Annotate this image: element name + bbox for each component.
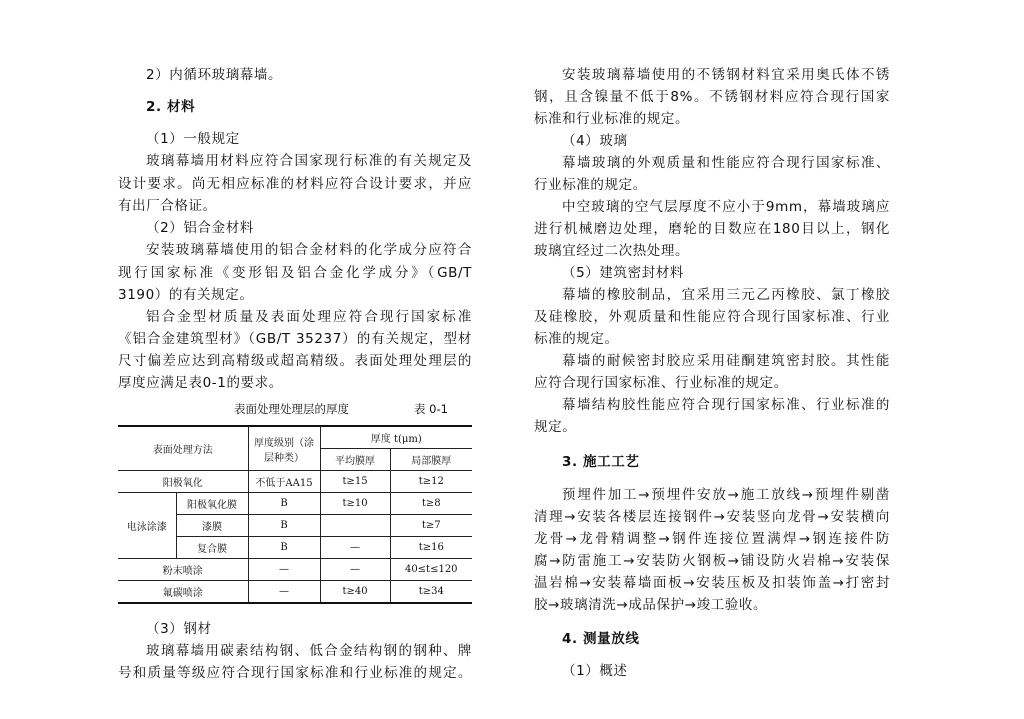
paragraph-line: 现行国家标准《变形铝及铝合金化学成分》（GB/T <box>118 265 472 281</box>
table-row: 复合膜 B — t≥16 <box>118 537 472 559</box>
paragraph-line: 标准的规定。 <box>534 331 619 347</box>
section-heading: 3. 施工工艺 <box>562 454 640 470</box>
header-thickness: 厚度 t(μm) <box>320 426 472 449</box>
header-grade: 厚度级别（涂层种类） <box>248 426 320 471</box>
paragraph-line: 幕墙的耐候密封胶应采用硅酮建筑密封胶。其性能 <box>562 353 890 369</box>
paragraph-line: 行业标准的规定。 <box>534 177 647 193</box>
paragraph-line: 标准和行业标准的规定。 <box>534 111 690 127</box>
paragraph-line: 安装玻璃幕墙使用的铝合金材料的化学成分应符合 <box>146 242 472 258</box>
table-row: 电泳涂漆 阳极氧化膜 B t≥10 t≥8 <box>118 493 472 515</box>
subsection-heading: （1）一般规定 <box>146 131 240 147</box>
subsection-heading: （2）铝合金材料 <box>146 220 254 236</box>
section-heading: 2. 材料 <box>146 99 196 115</box>
paragraph-line: 幕墙的橡胶制品，宜采用三元乙丙橡胶、氯丁橡胶 <box>562 287 890 303</box>
subsection-heading: （1）概述 <box>562 663 628 679</box>
paragraph-line: 进行机械磨边处理，磨轮的目数应在180目以上，钢化 <box>534 221 890 237</box>
paragraph-line: 预埋件加工→预埋件安放→施工放线→预埋件剔凿 <box>562 487 890 503</box>
paragraph-line: 安装玻璃幕墙使用的不锈钢材料宜采用奥氏体不锈 <box>562 67 890 83</box>
paragraph-line: 温岩棉→安装幕墙面板→安装压板及扣装饰盖→打密封 <box>534 575 890 591</box>
paragraph-line: 幕墙玻璃的外观质量和性能应符合现行国家标准、 <box>562 155 890 171</box>
paragraph-line: 清理→安装各楼层连接钢件→安装竖向龙骨→安装横向 <box>534 509 890 525</box>
paragraph-line: 龙骨→龙骨精调整→钢件连接位置满焊→钢连接件防 <box>534 531 890 547</box>
table-title: 表面处理处理层的厚度 <box>234 402 349 416</box>
table-row: 氟碳喷涂 — t≥40 t≥34 <box>118 581 472 604</box>
paragraph-line: 腐→防雷施工→安装防火钢板→铺设防火岩棉→安装保 <box>534 553 890 569</box>
paragraph-line: 3190）的有关规定。 <box>118 287 254 303</box>
electro-group: 电泳涂漆 <box>118 493 176 559</box>
paragraph-line: 玻璃宜经过二次热处理。 <box>534 243 690 259</box>
paragraph-line: 号和质量等级应符合现行国家标准和行业标准的规定。 <box>118 665 472 681</box>
paragraph-line: 规定。 <box>534 419 577 435</box>
paragraph-line: 厚度应满足表0-1的要求。 <box>118 375 283 391</box>
subsection-heading: （4）玻璃 <box>562 133 628 149</box>
thickness-table <box>118 425 472 604</box>
paragraph-line: 有出厂合格证。 <box>118 198 217 214</box>
list-item: 2）内循环玻璃幕墙。 <box>146 67 283 83</box>
paragraph-line: 玻璃幕墙用材料应符合国家现行标准的有关规定及 <box>146 153 472 169</box>
paragraph-line: 尺寸偏差应达到高精级或超高精级。表面处理处理层的 <box>118 353 472 369</box>
header-method: 表面处理方法 <box>118 426 248 471</box>
paragraph-line: 铝合金型材质量及表面处理应符合现行国家标准 <box>146 309 472 325</box>
header-average: 平均膜厚 <box>320 449 390 471</box>
subsection-heading: （3）钢材 <box>146 621 212 637</box>
table-row: 漆膜 B t≥7 <box>118 515 472 537</box>
header-local: 局部膜厚 <box>390 449 472 471</box>
section-heading: 4. 测量放线 <box>562 631 640 647</box>
paragraph-line: 幕墙结构胶性能应符合现行国家标准、行业标准的 <box>562 397 890 413</box>
table-row: 粉末喷涂 — — 40≤t≤120 <box>118 559 472 581</box>
paragraph-line: 中空玻璃的空气层厚度不应小于9mm，幕墙玻璃应 <box>562 199 890 215</box>
paragraph-line: 应符合现行国家标准、行业标准的规定。 <box>534 375 788 391</box>
table-number: 表 0-1 <box>414 402 448 416</box>
paragraph-line: 《铝合金建筑型材》（GB/T 35237）的有关规定，型材 <box>118 331 472 347</box>
paragraph-line: 胶→玻璃清洗→成品保护→竣工验收。 <box>534 597 768 613</box>
paragraph-line: 玻璃幕墙用碳素结构钢、低合金结构钢的钢种、牌 <box>146 643 472 659</box>
table-row: 阳极氧化 不低于AA15 t≥15 t≥12 <box>118 471 472 493</box>
paragraph-line: 设计要求。尚无相应标准的材料应符合设计要求，并应 <box>118 176 472 192</box>
paragraph-line: 及硅橡胶，外观质量和性能应符合现行国家标准、行业 <box>534 309 890 325</box>
paragraph-line: 钢，且含镍量不低于8%。不锈钢材料应符合现行国家 <box>534 89 890 105</box>
subsection-heading: （5）建筑密封材料 <box>562 265 684 281</box>
